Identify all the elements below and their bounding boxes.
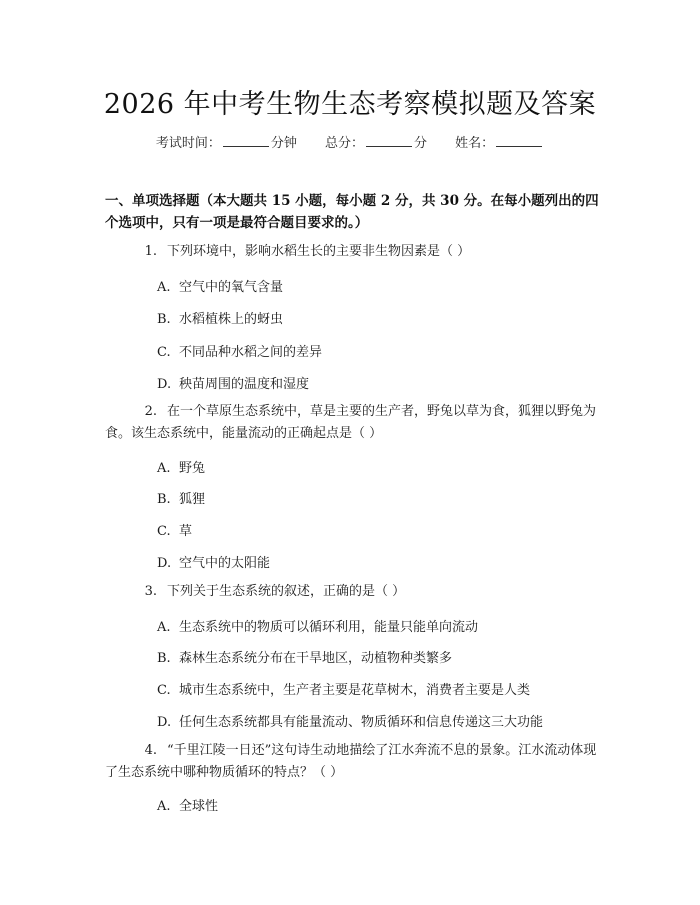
question-stem	[105, 740, 605, 784]
option	[157, 552, 270, 571]
score-label: 总分：	[324, 136, 364, 151]
page-title: 2026 年中考生物生态考察模拟题及答案	[103, 89, 597, 120]
option-label: B.	[157, 492, 171, 507]
option-text: 野兔	[179, 461, 206, 476]
option-text: 狐狸	[179, 492, 206, 507]
option	[157, 341, 322, 360]
name-blank	[496, 134, 542, 147]
question-stem	[105, 241, 605, 263]
question-stem	[105, 581, 605, 603]
question-number: 3.	[144, 584, 157, 599]
option-text: 城市生态系统中，生产者主要是花草树木，消费者主要是人类	[179, 683, 531, 698]
option-label: A.	[157, 461, 171, 476]
option-text: 森林生态系统分布在干旱地区，动植物种类繁多	[179, 651, 453, 666]
option-label: D.	[157, 715, 172, 730]
option	[157, 373, 309, 392]
option-text: 生态系统中的物质可以循环利用，能量只能单向流动	[179, 620, 479, 635]
option	[157, 711, 543, 730]
exam-time	[156, 132, 297, 151]
option-label: A.	[157, 799, 171, 814]
option	[157, 488, 205, 507]
option	[157, 647, 452, 666]
question-text: “千里江陵一日还”这句诗生动地描绘了江水奔流不息的景象。江水流动体现了生态系统中哪种物质循环的特点？（ ）	[105, 743, 597, 780]
question-text: 下列关于生态系统的叙述，正确的是（ ）	[167, 584, 406, 599]
name-label: 姓名：	[455, 136, 495, 151]
exam-score	[325, 132, 427, 151]
time-label: 考试时间：	[155, 136, 221, 151]
question-stem	[105, 401, 605, 445]
score-blank	[366, 134, 412, 147]
option	[157, 308, 283, 327]
option-text: 草	[179, 524, 193, 539]
option-label: C.	[157, 683, 171, 698]
option-text: 水稻植株上的蚜虫	[179, 312, 284, 327]
exam-name	[455, 132, 544, 151]
option-label: D.	[157, 377, 172, 392]
score-unit: 分	[414, 136, 428, 151]
option-label: A.	[157, 280, 171, 295]
option-label: D.	[157, 556, 172, 571]
time-unit: 分钟	[270, 136, 297, 151]
option-text: 空气中的氧气含量	[179, 280, 284, 295]
exam-meta	[0, 132, 700, 151]
time-blank	[223, 134, 269, 147]
option	[157, 679, 530, 698]
question-number: 2.	[144, 404, 157, 419]
option-label: A.	[157, 620, 171, 635]
option	[157, 457, 205, 476]
question-number: 1.	[144, 244, 157, 259]
option	[157, 795, 218, 814]
option	[157, 616, 478, 635]
option-label: C.	[157, 345, 171, 360]
section-heading: 一、单项选择题（本大题共 15 小题，每小题 2 分，共 30 分。在每小题列出的四个选项中，只有一项是最符合题目要求的。）	[105, 193, 599, 231]
option-text: 全球性	[179, 799, 219, 814]
option-text: 秧苗周围的温度和湿度	[179, 377, 310, 392]
option-label: B.	[157, 312, 171, 327]
option-text: 空气中的太阳能	[179, 556, 271, 571]
question-text: 下列环境中，影响水稻生长的主要非生物因素是（ ）	[167, 244, 471, 259]
option	[157, 520, 192, 539]
option	[157, 276, 283, 295]
question-text: 在一个草原生态系统中，草是主要的生产者，野兔以草为食，狐狸以野兔为食。该生态系统中，能量流动的正确起点是（ ）	[105, 404, 597, 441]
option-label: B.	[157, 651, 171, 666]
option-label: C.	[157, 524, 171, 539]
option-text: 不同品种水稻之间的差异	[179, 345, 323, 360]
option-text: 任何生态系统都具有能量流动、物质循环和信息传递这三大功能	[179, 715, 544, 730]
question-number: 4.	[144, 743, 157, 758]
